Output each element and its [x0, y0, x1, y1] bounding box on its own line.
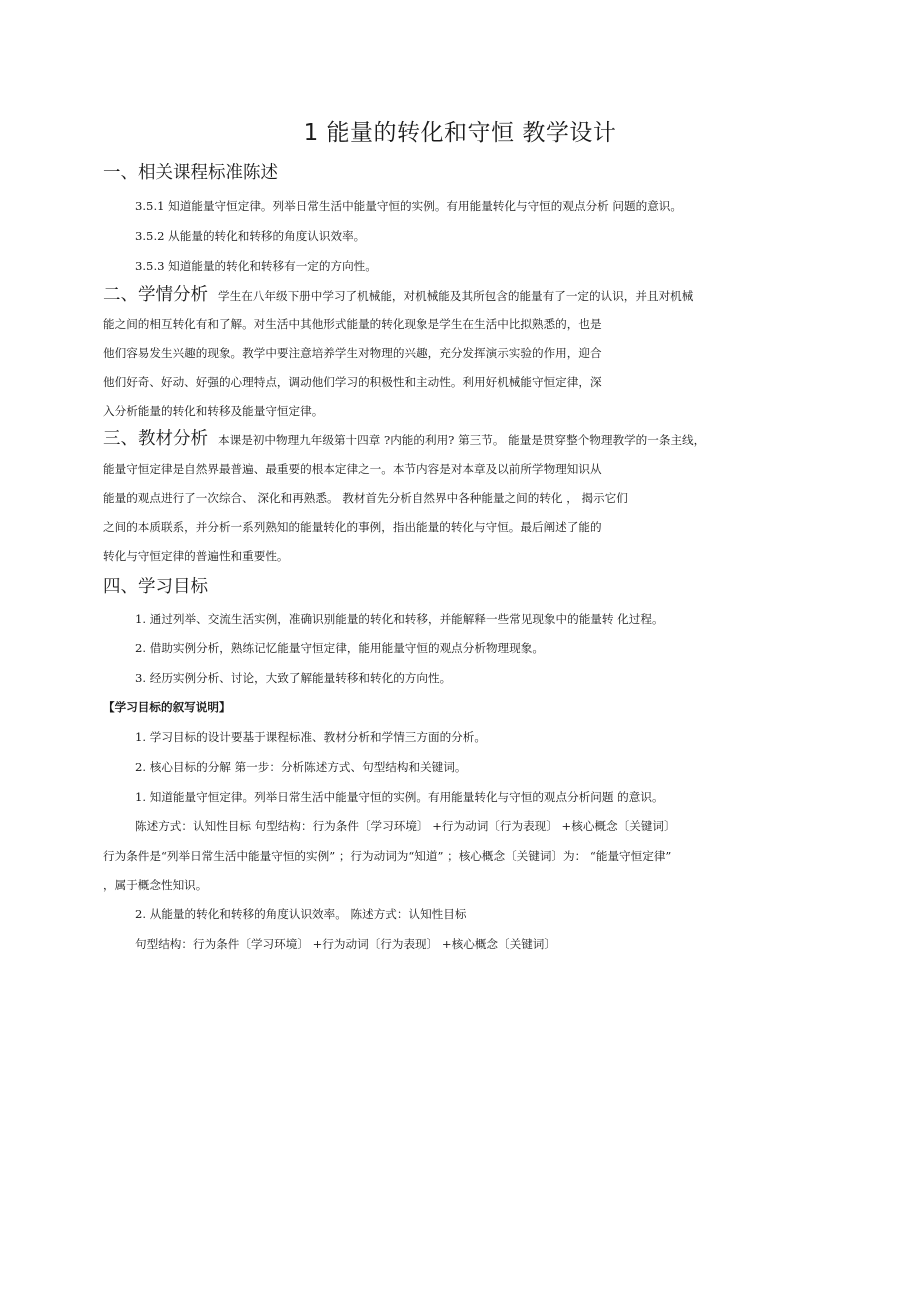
section2-first-line — [103, 284, 693, 307]
section1-item: 3.5.3 知道能量的转化和转移有一定的方向性。 — [135, 259, 377, 273]
notes-line: 1. 知道能量守恒定律。列举日常生活中能量守恒的实例。有用能量转化与守恒的观点分析问题 的意识。 — [135, 790, 664, 804]
section3-text: 能量守恒定律是自然界最普遍、最重要的根本定律之一。本节内容是对本章及以前所学物理知识从 — [103, 462, 602, 476]
section3-first-line — [103, 428, 705, 451]
section1-item: 3.5.2 从能量的转化和转移的角度认识效率。 — [135, 229, 366, 243]
section4-item: 1. 通过列举、交流生活实例，准确识别能量的转化和转移，并能解释一些常见现象中的能量转 化过程。 — [135, 612, 664, 626]
section2-text: 入分析能量的转化和转移及能量守恒定律。 — [103, 404, 324, 418]
section3-text: 之间的本质联系，并分析一系列熟知的能量转化的事例，指出能量的转化与守恒。最后阐述了能的 — [103, 520, 602, 534]
section3-heading: 三、教材分析 — [103, 429, 208, 449]
section2-text: 他们容易发生兴趣的现象。教学中要注意培养学生对物理的兴趣，充分发挥演示实验的作用，迎合 — [103, 346, 602, 360]
section2-text: 他们好奇、好动、好强的心理特点，调动他们学习的积极性和主动性。利用好机械能守恒定律，深 — [103, 375, 602, 389]
notes-line: 行为条件是“列举日常生活中能量守恒的实例” ；行为动词为“知道” ；核心概念〔关键词〕为： “能量守恒定律” — [103, 849, 672, 863]
section1-item: 3.5.1 知道能量守恒定律。列举日常生活中能量守恒的实例。有用能量转化与守恒的观点分析 问题的意识。 — [135, 199, 682, 213]
section3-text: 转化与守恒定律的普遍性和重要性。 — [103, 549, 289, 563]
notes-line: ，属于概念性知识。 — [103, 878, 208, 892]
document-title: 1 能量的转化和守恒 教学设计 — [303, 120, 617, 146]
section2-heading: 二、学情分析 — [103, 285, 208, 305]
notes-heading: 【学习目标的叙写说明】 — [103, 700, 231, 714]
section1-heading: 一、相关课程标准陈述 — [103, 163, 278, 183]
notes-line: 2. 从能量的转化和转移的角度认识效率。 陈述方式：认知性目标 — [135, 907, 467, 921]
section2-text: 能之间的相互转化有和了解。对生活中其他形式能量的转化现象是学生在生活中比拟熟悉的，也是 — [103, 317, 602, 331]
section2-text: 学生在八年级下册中学习了机械能，对机械能及其所包含的能量有了一定的认识，并且对机械 — [218, 289, 694, 303]
notes-line: 2. 核心目标的分解 第一步：分析陈述方式、句型结构和关键词。 — [135, 760, 467, 774]
section3-text: 本课是初中物理九年级第十四章 ?内能的利用? 第三节。 能量是贯穿整个物理教学的一条主线， — [218, 433, 706, 447]
section4-heading: 四、学习目标 — [103, 577, 208, 597]
notes-line: 陈述方式：认知性目标 句型结构：行为条件〔学习环境〕 +行为动词〔行为表现〕 +核心概念〔关键词〕 — [135, 819, 676, 833]
notes-line: 句型结构：行为条件〔学习环境〕 +行为动词〔行为表现〕 +核心概念〔关键词〕 — [135, 937, 556, 951]
section4-item: 2. 借助实例分析，熟练记忆能量守恒定律，能用能量守恒的观点分析物理现象。 — [135, 641, 544, 655]
section4-item: 3. 经历实例分析、讨论，大致了解能量转移和转化的方向性。 — [135, 671, 452, 685]
section3-text: 能量的观点进行了一次综合、 深化和再熟悉。 教材首先分析自然界中各种能量之间的转化 ， 揭示它们 — [103, 491, 628, 505]
notes-line: 1. 学习目标的设计要基于课程标准、教材分析和学情三方面的分析。 — [135, 730, 486, 744]
